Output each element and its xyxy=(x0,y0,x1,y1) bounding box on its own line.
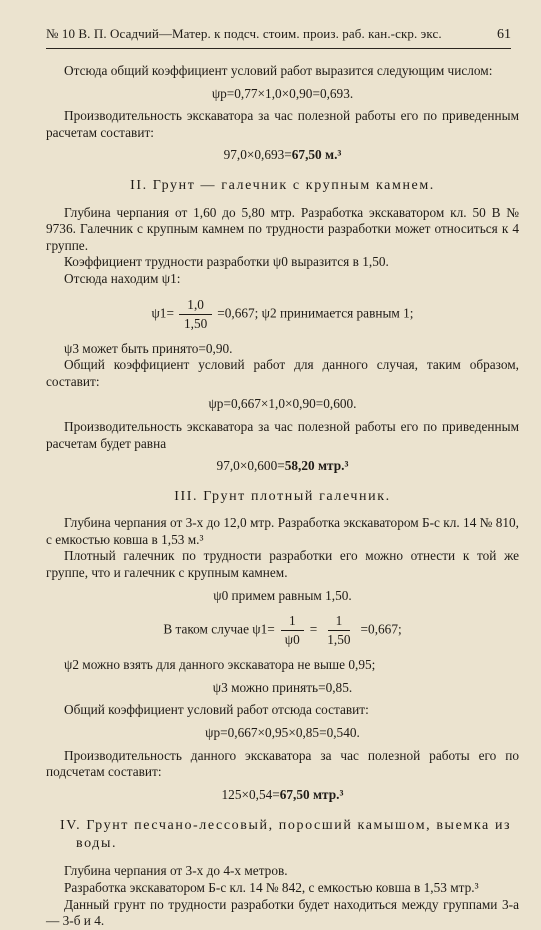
paragraph: Общий коэффициент условий работ для данного случая, таким образом, составит: xyxy=(46,357,519,389)
formula-result: 67,50 мтр.³ xyxy=(279,786,344,802)
paragraph: Коэффициент трудности разработки ψ0 выразится в 1,50. xyxy=(64,254,389,270)
formula: ψp=0,77×1,0×0,90=0,693. xyxy=(211,85,354,101)
formula-lhs: ψ1= xyxy=(151,305,174,321)
paragraph: Производительность экскаватора за час полезной работы его по приведенным расчетам будет равна xyxy=(46,418,519,451)
paragraph: Производительность экскаватора за час полезной работы его по приведенным расчетам составит: xyxy=(46,108,519,140)
denominator: 1,50 xyxy=(327,632,351,648)
formula-fraction: В таком случае ψ1= $\frac{1}{\psi 0}$ = $\frac{1}{1,50}$ =0,667; xyxy=(163,613,402,648)
paragraph: Данный грунт по трудности разработки будет находиться между группами 3-а — 3-б и 4. xyxy=(46,896,519,929)
formula-lhs: В таком случае ψ1= xyxy=(163,621,275,637)
paragraph: ψ3 может быть принято=0,90. xyxy=(64,340,233,356)
numerator: 1,0 xyxy=(179,296,212,315)
formula-fraction xyxy=(46,296,519,333)
denominator: ψ0 xyxy=(284,632,300,648)
formula-rhs: =0,667; xyxy=(360,621,402,637)
paragraph: Общий коэффициент условий работ отсюда составит: xyxy=(64,702,369,718)
section-heading: II. Грунт — галечник с крупным камнем. xyxy=(130,177,435,193)
formula: ψ0 примем равным 1,50. xyxy=(213,587,352,603)
formula xyxy=(46,458,519,475)
page-number: 61 xyxy=(497,27,511,42)
section-heading: IV. Грунт песчано-лессовый, поросший камышом, выемка из воды. xyxy=(60,818,512,852)
formula-result: 67,50 м.³ xyxy=(291,147,342,163)
denominator: 1,50 xyxy=(183,315,208,331)
paragraph: ψ2 можно взять для данного экскаватора не выше 0,95; xyxy=(64,657,376,673)
formula-text: 97,0×0,693= xyxy=(223,147,292,163)
formula-rhs: =0,667; ψ2 принимается равным 1; xyxy=(217,305,414,321)
paragraph: Отсюда находим ψ1: xyxy=(64,270,181,286)
numerator: 1 xyxy=(328,612,351,631)
section-heading: III. Грунт плотный галечник. xyxy=(174,488,391,504)
fraction xyxy=(176,296,215,333)
formula-text: 97,0×0,600= xyxy=(216,458,285,474)
fraction xyxy=(319,612,358,649)
formula xyxy=(46,787,519,804)
paragraph: Глубина черпания от 3-х до 12,0 мтр. Разработка экскаватором Б-с кл. 14 № 810, с емкостью ковша в 1,53 м.³ xyxy=(46,515,519,547)
formula-text: 125×0,54= xyxy=(221,786,280,802)
formula-result: 58,20 мтр.³ xyxy=(284,458,349,474)
formula: ψ3 можно принять=0,85. xyxy=(212,679,353,695)
formula: ψp=0,667×1,0×0,90=0,600. xyxy=(208,396,357,412)
running-header xyxy=(46,0,511,49)
formula: ψp=0,667×0,95×0,85=0,540. xyxy=(205,725,360,741)
paragraph: Глубина черпания от 3-х до 4-х метров. xyxy=(64,863,288,879)
page-body xyxy=(46,63,519,930)
paragraph: Плотный галечник по трудности разработки его можно отнести к той же группе, что и галечник с крупным камнем. xyxy=(46,548,519,581)
paragraph: Глубина черпания от 1,60 до 5,80 мтр. Разработка экскаватором кл. 50 В № 9736. Галечник с крупным камнем по трудности разработки может относиться к 4 группе. xyxy=(46,204,519,253)
paragraph: Разработка экскаватором Б-с кл. 14 № 842, с емкостью ковша в 1,53 мтр.³ xyxy=(64,880,479,895)
fraction xyxy=(277,612,308,649)
paragraph: Производительность данного экскаватора за час полезной работы его по подсчетам составит: xyxy=(46,747,519,780)
paragraph: Отсюда общий коэффициент условий работ выразится следующим числом: xyxy=(64,63,493,78)
numerator: 1 xyxy=(281,612,304,631)
header-title: № 10 В. П. Осадчий—Матер. к подсч. стоим. произ. раб. кан.-скр. экс. xyxy=(46,26,442,41)
formula xyxy=(46,147,519,164)
